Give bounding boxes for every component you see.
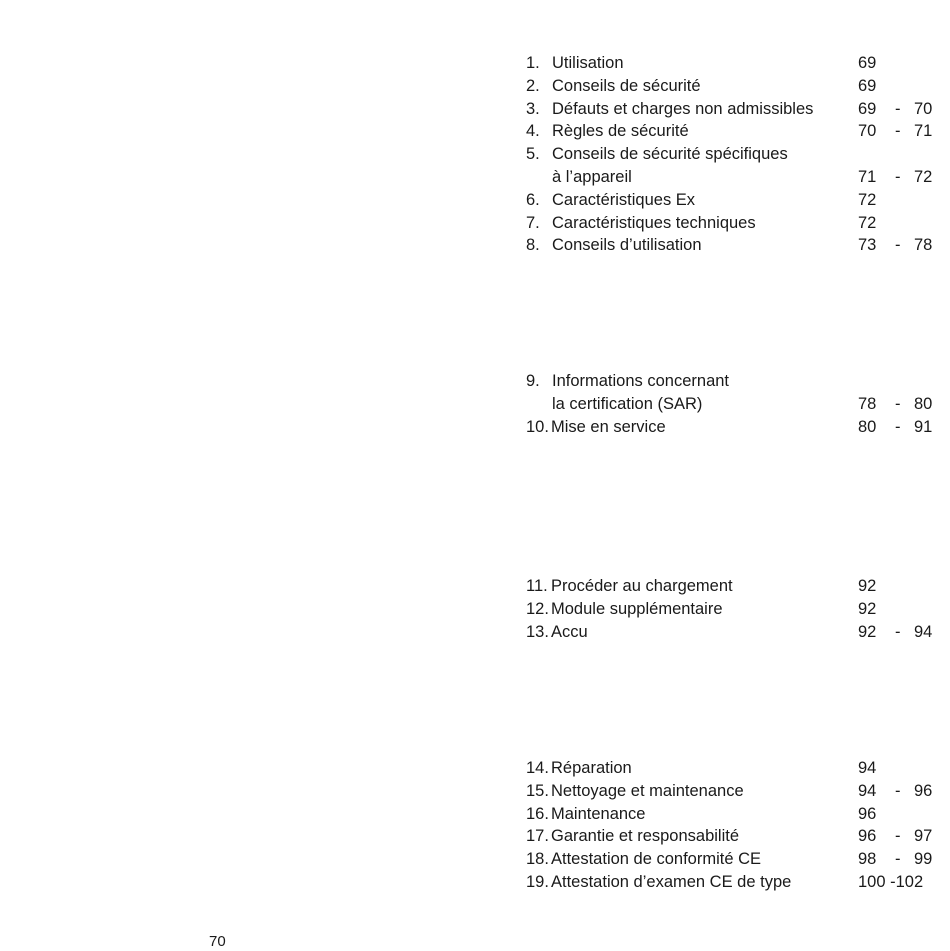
entry-page-end: 96	[914, 781, 933, 800]
entry-page-dash: -	[895, 827, 901, 846]
entry-page-start: 96	[858, 804, 877, 823]
entry-page-start: 71	[858, 167, 877, 186]
entry-page-dash: -	[895, 99, 901, 118]
entry-number: 8.	[526, 236, 540, 255]
entry-title: Accu	[551, 622, 588, 641]
entry-title: Réparation	[551, 759, 632, 777]
entry-number: 17.	[526, 827, 549, 846]
toc-entry	[526, 598, 946, 621]
entry-title: Utilisation	[552, 54, 624, 72]
entry-page-range: 100 -102	[858, 872, 924, 891]
entry-page-dash: -	[895, 394, 901, 413]
entry-number: 13.	[526, 622, 549, 641]
entry-number: 1.	[526, 54, 540, 72]
entry-title: Procéder au chargement	[551, 577, 733, 595]
entry-page-end: 78	[914, 236, 933, 255]
entry-title: Conseils de sécurité	[552, 76, 701, 95]
toc-entry-continuation	[526, 166, 946, 189]
toc-entry	[526, 75, 946, 98]
entry-title: Caractéristiques Ex	[552, 190, 696, 209]
entry-page-dash: -	[895, 850, 901, 869]
entry-page-start: 73	[858, 236, 877, 255]
entry-number: 18.	[526, 850, 549, 869]
toc-entry	[526, 803, 946, 826]
toc-entry	[526, 370, 946, 393]
entry-title: Conseils de sécurité spécifiques	[552, 145, 788, 164]
entry-page-dash: -	[895, 622, 901, 641]
entry-page-start: 96	[858, 827, 877, 846]
entry-title: Garantie et responsabilité	[551, 827, 740, 846]
toc-entry	[526, 621, 946, 644]
toc-entry	[526, 825, 946, 848]
entry-page-start: 98	[858, 850, 877, 869]
entry-number: 12.	[526, 599, 549, 618]
toc-entry	[526, 757, 946, 780]
toc-entry	[526, 780, 946, 803]
entry-page-start: 70	[858, 122, 877, 141]
entry-number: 7.	[526, 213, 540, 232]
entry-page-end: 72	[914, 167, 933, 186]
entry-title: Mise en service	[551, 417, 666, 436]
toc-entry	[526, 575, 946, 598]
entry-page-end: 94	[914, 622, 933, 641]
entry-title: Défauts et charges non admissibles	[552, 99, 814, 118]
entry-page-dash: -	[895, 236, 901, 255]
toc-entry	[526, 871, 946, 894]
entry-page-end: 91	[914, 417, 933, 436]
entry-title: Informations concernant	[552, 372, 730, 390]
entry-number: 11.	[526, 577, 548, 595]
entry-page-end: 99	[914, 850, 933, 869]
toc-entry	[526, 143, 946, 166]
toc-group-4	[526, 757, 946, 894]
entry-title: Règles de sécurité	[552, 122, 689, 141]
entry-title: Attestation de conformité CE	[551, 850, 762, 869]
entry-number: 19.	[526, 872, 549, 891]
entry-page-end: 97	[914, 827, 933, 846]
entry-page-dash: -	[895, 167, 901, 186]
entry-page-dash: -	[895, 781, 901, 800]
entry-page-dash: -	[895, 417, 901, 436]
toc-entry	[526, 52, 946, 75]
entry-page-dash: -	[895, 122, 901, 141]
entry-page-start: 92	[858, 622, 877, 641]
page-number: 70	[209, 933, 226, 950]
toc-group-1	[526, 52, 946, 257]
entry-title: Conseils d’utilisation	[552, 236, 702, 255]
toc-group-3	[526, 575, 946, 643]
entry-title: Caractéristiques techniques	[552, 213, 756, 232]
entry-page-start: 94	[858, 759, 877, 777]
toc-entry	[526, 416, 946, 439]
entry-number: 14.	[526, 759, 549, 777]
entry-title: à l’appareil	[552, 167, 632, 186]
entry-page-start: 80	[858, 417, 877, 436]
entry-page-end: 70	[914, 99, 933, 118]
toc-entry	[526, 189, 946, 212]
toc-group-2	[526, 370, 946, 438]
entry-number: 9.	[526, 372, 540, 390]
entry-number: 10.	[526, 417, 549, 436]
entry-page-start: 78	[858, 394, 877, 413]
entry-page-start: 69	[858, 99, 877, 118]
entry-title: Maintenance	[551, 804, 646, 823]
entry-page-start: 72	[858, 213, 877, 232]
entry-title: Module supplémentaire	[551, 599, 723, 618]
entry-page-start: 72	[858, 190, 877, 209]
toc-entry-continuation	[526, 393, 946, 416]
entry-title: la certification (SAR)	[552, 394, 703, 413]
entry-number: 16.	[526, 804, 549, 823]
entry-number: 6.	[526, 190, 540, 209]
entry-page-start: 92	[858, 577, 877, 595]
entry-number: 2.	[526, 76, 540, 95]
entry-page-start: 92	[858, 599, 877, 618]
toc-entry	[526, 120, 946, 143]
toc-entry	[526, 98, 946, 121]
entry-page-start: 69	[858, 54, 877, 72]
entry-page-start: 94	[858, 781, 877, 800]
entry-title: Nettoyage et maintenance	[551, 781, 744, 800]
entry-number: 4.	[526, 122, 540, 141]
entry-page-end: 80	[914, 394, 933, 413]
entry-number: 5.	[526, 145, 540, 164]
entry-page-start: 69	[858, 76, 877, 95]
toc-entry	[526, 212, 946, 235]
entry-number: 3.	[526, 99, 540, 118]
toc-entry	[526, 234, 946, 257]
entry-number: 15.	[526, 781, 549, 800]
entry-page-end: 71	[914, 122, 933, 141]
toc-entry	[526, 848, 946, 871]
entry-title: Attestation d’examen CE de type	[551, 872, 792, 891]
